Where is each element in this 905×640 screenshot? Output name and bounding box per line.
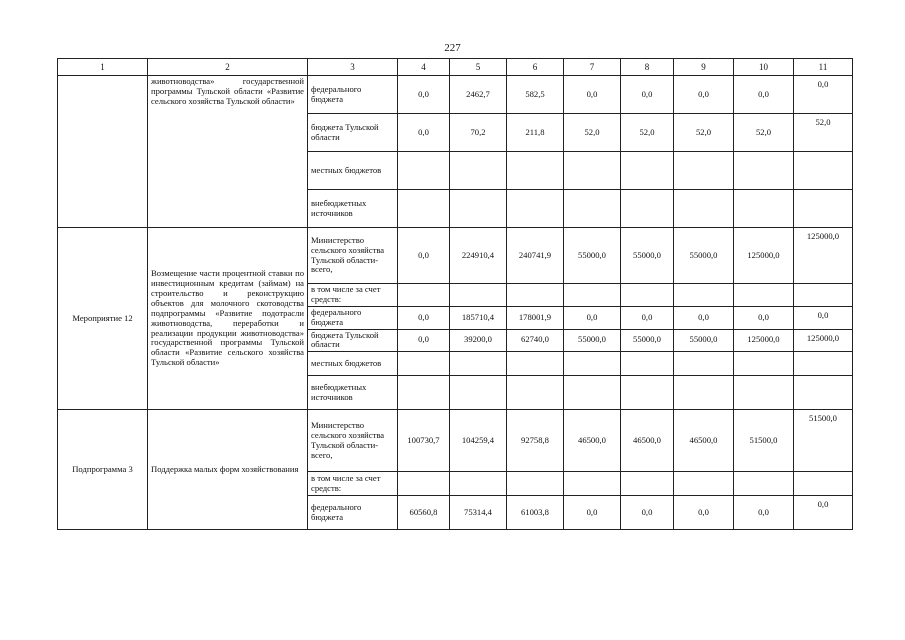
table-row bbox=[58, 228, 853, 284]
column-header: 4 bbox=[398, 59, 450, 76]
value-cell: 55000,0 bbox=[564, 228, 621, 284]
value-cell: 46500,0 bbox=[564, 410, 621, 472]
value-cell bbox=[674, 190, 734, 228]
funding-source: бюджета Тульской области bbox=[308, 114, 398, 152]
funding-source: Министерство сельского хозяйства Тульской области-всего, bbox=[308, 410, 398, 472]
value-cell bbox=[398, 152, 450, 190]
table-row bbox=[58, 410, 853, 472]
value-cell: 125000,0 bbox=[794, 228, 853, 284]
block-label: Подпрограмма 3 bbox=[58, 410, 148, 530]
value-cell bbox=[621, 352, 674, 376]
block-description: Поддержка малых форм хозяйствования bbox=[148, 410, 308, 530]
value-cell bbox=[621, 376, 674, 410]
value-cell bbox=[450, 376, 507, 410]
value-cell bbox=[507, 376, 564, 410]
value-cell: 0,0 bbox=[674, 496, 734, 530]
budget-table bbox=[57, 58, 853, 530]
column-header: 10 bbox=[734, 59, 794, 76]
value-cell: 0,0 bbox=[734, 496, 794, 530]
value-cell bbox=[564, 284, 621, 307]
value-cell bbox=[674, 376, 734, 410]
value-cell: 224910,4 bbox=[450, 228, 507, 284]
value-cell: 55000,0 bbox=[621, 228, 674, 284]
value-cell: 61003,8 bbox=[507, 496, 564, 530]
value-cell bbox=[564, 352, 621, 376]
table-body bbox=[58, 76, 853, 530]
header-row bbox=[58, 59, 853, 76]
value-cell: 0,0 bbox=[398, 228, 450, 284]
column-header: 3 bbox=[308, 59, 398, 76]
value-cell: 104259,4 bbox=[450, 410, 507, 472]
value-cell bbox=[794, 284, 853, 307]
value-cell: 0,0 bbox=[398, 329, 450, 352]
value-cell: 52,0 bbox=[734, 114, 794, 152]
column-header: 5 bbox=[450, 59, 507, 76]
value-cell bbox=[674, 472, 734, 496]
value-cell: 240741,9 bbox=[507, 228, 564, 284]
value-cell: 0,0 bbox=[794, 496, 853, 530]
value-cell bbox=[734, 472, 794, 496]
value-cell bbox=[450, 352, 507, 376]
value-cell bbox=[734, 284, 794, 307]
funding-source: в том числе за счет средств: bbox=[308, 472, 398, 496]
value-cell bbox=[621, 190, 674, 228]
value-cell bbox=[398, 190, 450, 228]
value-cell: 0,0 bbox=[398, 114, 450, 152]
value-cell bbox=[507, 472, 564, 496]
value-cell: 125000,0 bbox=[794, 329, 853, 352]
block-label bbox=[58, 76, 148, 228]
value-cell: 55000,0 bbox=[674, 228, 734, 284]
value-cell: 0,0 bbox=[564, 306, 621, 329]
value-cell bbox=[621, 152, 674, 190]
value-cell bbox=[564, 152, 621, 190]
value-cell bbox=[674, 152, 734, 190]
value-cell: 100730,7 bbox=[398, 410, 450, 472]
value-cell: 52,0 bbox=[794, 114, 853, 152]
value-cell: 75314,4 bbox=[450, 496, 507, 530]
value-cell: 55000,0 bbox=[564, 329, 621, 352]
value-cell bbox=[398, 352, 450, 376]
block-description: животноводства» государственной программы Тульской области «Развитие сельского хозяйства Тульской области» bbox=[148, 76, 308, 228]
value-cell bbox=[450, 190, 507, 228]
column-header: 7 bbox=[564, 59, 621, 76]
value-cell: 185710,4 bbox=[450, 306, 507, 329]
value-cell bbox=[507, 352, 564, 376]
value-cell bbox=[734, 152, 794, 190]
value-cell bbox=[398, 472, 450, 496]
funding-source: местных бюджетов bbox=[308, 352, 398, 376]
value-cell bbox=[794, 352, 853, 376]
value-cell: 46500,0 bbox=[674, 410, 734, 472]
value-cell bbox=[734, 352, 794, 376]
value-cell: 0,0 bbox=[794, 306, 853, 329]
value-cell: 0,0 bbox=[794, 76, 853, 114]
funding-source: внебюджетных источников bbox=[308, 376, 398, 410]
value-cell: 0,0 bbox=[674, 306, 734, 329]
value-cell bbox=[450, 152, 507, 190]
column-header: 9 bbox=[674, 59, 734, 76]
value-cell: 92758,8 bbox=[507, 410, 564, 472]
funding-source: федерального бюджета bbox=[308, 306, 398, 329]
value-cell bbox=[507, 190, 564, 228]
value-cell: 125000,0 bbox=[734, 228, 794, 284]
value-cell: 52,0 bbox=[564, 114, 621, 152]
value-cell bbox=[564, 376, 621, 410]
value-cell: 0,0 bbox=[621, 496, 674, 530]
page-number: 227 bbox=[444, 42, 461, 54]
value-cell bbox=[398, 284, 450, 307]
value-cell: 55000,0 bbox=[621, 329, 674, 352]
value-cell bbox=[450, 472, 507, 496]
value-cell: 62740,0 bbox=[507, 329, 564, 352]
value-cell: 52,0 bbox=[621, 114, 674, 152]
value-cell: 52,0 bbox=[674, 114, 734, 152]
value-cell bbox=[674, 352, 734, 376]
value-cell: 55000,0 bbox=[674, 329, 734, 352]
value-cell bbox=[674, 284, 734, 307]
value-cell: 51500,0 bbox=[734, 410, 794, 472]
value-cell bbox=[734, 376, 794, 410]
value-cell bbox=[564, 472, 621, 496]
funding-source: федерального бюджета bbox=[308, 496, 398, 530]
value-cell: 0,0 bbox=[734, 306, 794, 329]
value-cell bbox=[450, 284, 507, 307]
value-cell: 178001,9 bbox=[507, 306, 564, 329]
value-cell: 39200,0 bbox=[450, 329, 507, 352]
value-cell: 70,2 bbox=[450, 114, 507, 152]
value-cell bbox=[564, 190, 621, 228]
value-cell: 0,0 bbox=[564, 496, 621, 530]
value-cell bbox=[734, 190, 794, 228]
value-cell: 211,8 bbox=[507, 114, 564, 152]
value-cell bbox=[507, 152, 564, 190]
funding-source: федерального бюджета bbox=[308, 76, 398, 114]
column-header: 2 bbox=[148, 59, 308, 76]
value-cell bbox=[507, 284, 564, 307]
value-cell bbox=[794, 376, 853, 410]
funding-source: внебюджетных источников bbox=[308, 190, 398, 228]
funding-source: Министерство сельского хозяйства Тульской области-всего, bbox=[308, 228, 398, 284]
block-label: Мероприятие 12 bbox=[58, 228, 148, 410]
value-cell: 0,0 bbox=[398, 76, 450, 114]
column-header: 6 bbox=[507, 59, 564, 76]
block-description: Возмещение части процентной ставки по инвестиционным кредитам (займам) на строительство и реконструкцию объектов для молочного скотоводства подпрограммы «Развитие подотрасли животноводства, переработки и реализации продукции животноводства» государственной программы Тульской области «Развитие сельского хозяйства Тульской области» bbox=[148, 228, 308, 410]
value-cell bbox=[794, 472, 853, 496]
value-cell: 125000,0 bbox=[734, 329, 794, 352]
value-cell bbox=[794, 152, 853, 190]
funding-source: местных бюджетов bbox=[308, 152, 398, 190]
funding-source: в том числе за счет средств: bbox=[308, 284, 398, 307]
value-cell: 0,0 bbox=[621, 76, 674, 114]
value-cell: 2462,7 bbox=[450, 76, 507, 114]
value-cell: 0,0 bbox=[564, 76, 621, 114]
value-cell bbox=[794, 190, 853, 228]
value-cell bbox=[621, 284, 674, 307]
value-cell: 51500,0 bbox=[794, 410, 853, 472]
value-cell: 0,0 bbox=[621, 306, 674, 329]
value-cell: 0,0 bbox=[734, 76, 794, 114]
funding-source: бюджета Тульской области bbox=[308, 329, 398, 352]
column-header: 8 bbox=[621, 59, 674, 76]
value-cell: 0,0 bbox=[398, 306, 450, 329]
value-cell: 46500,0 bbox=[621, 410, 674, 472]
column-header: 11 bbox=[794, 59, 853, 76]
column-header: 1 bbox=[58, 59, 148, 76]
table-row bbox=[58, 76, 853, 114]
value-cell: 582,5 bbox=[507, 76, 564, 114]
value-cell: 60560,8 bbox=[398, 496, 450, 530]
value-cell bbox=[398, 376, 450, 410]
value-cell: 0,0 bbox=[674, 76, 734, 114]
value-cell bbox=[621, 472, 674, 496]
